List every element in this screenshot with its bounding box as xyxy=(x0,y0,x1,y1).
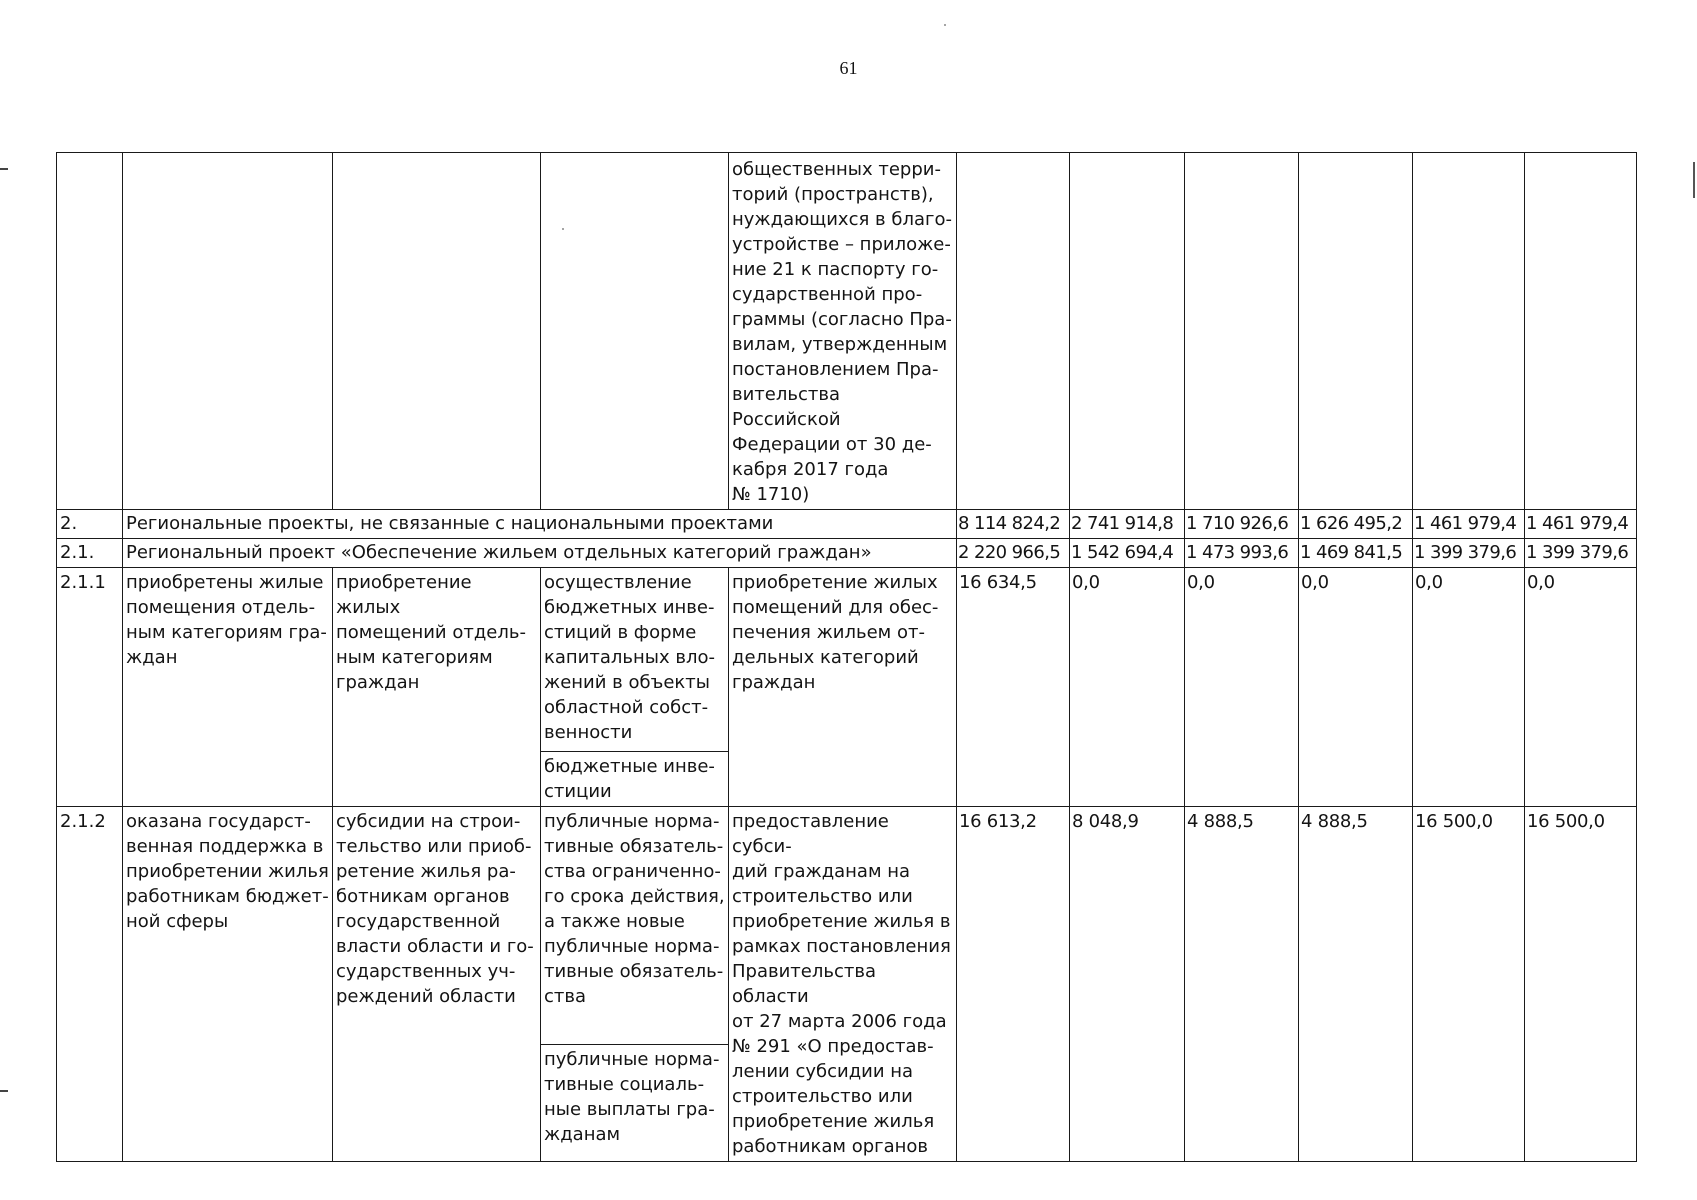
value-cell: 4 888,5 xyxy=(1299,807,1413,1162)
measure-text: приобретение жилых помещений отдель- ным категориям граждан xyxy=(336,572,526,693)
value-cell: 16 613,2 xyxy=(957,807,1070,1162)
row-code: 2.1.2 xyxy=(57,807,123,1162)
value-cell: 1 399 379,6 xyxy=(1525,539,1637,568)
value-cell: 1 469 841,5 xyxy=(1299,539,1413,568)
scan-mark-left-top xyxy=(0,168,8,170)
value-cell: 1 461 979,4 xyxy=(1525,510,1637,539)
table-row-section-2 xyxy=(57,510,1637,539)
value-cell: 4 888,5 xyxy=(1185,807,1299,1162)
value-cell: 8 114 824,2 xyxy=(957,510,1070,539)
value-cell: 1 473 993,6 xyxy=(1185,539,1299,568)
cell-description xyxy=(729,153,957,510)
cell-value xyxy=(1185,153,1299,510)
value-cell: 16 500,0 xyxy=(1413,807,1525,1162)
description-text: предоставление субси- дий гражданам на строительство или приобретение жилья в рамках постановления Правительства области от 27 марта 2006 года № 291 «О предостав- лении субсидии на строительство или приобретение жилья работникам органов xyxy=(732,811,951,1157)
cell-measure xyxy=(333,153,541,510)
table-row-section-2-1 xyxy=(57,539,1637,568)
value-cell: 16 500,0 xyxy=(1525,807,1637,1162)
value-cell: 1 542 694,4 xyxy=(1070,539,1185,568)
cell-code xyxy=(57,153,123,510)
row-code: 2. xyxy=(57,510,123,539)
value-cell: 1 626 495,2 xyxy=(1299,510,1413,539)
table-row-continuation xyxy=(57,153,1637,510)
cell-result xyxy=(123,568,333,807)
cell-type xyxy=(541,568,729,752)
value-cell: 0,0 xyxy=(1185,568,1299,807)
page-number: 61 xyxy=(839,58,858,78)
type-text: осуществление бюджетных инве- стиций в форме капитальных вло- жений в объекты областной собст- венности xyxy=(544,572,715,743)
value-cell: 1 461 979,4 xyxy=(1413,510,1525,539)
value-cell: 2 741 914,8 xyxy=(1070,510,1185,539)
description-text: приобретение жилых помещений для обес- печения жильем от- дельных категорий граждан xyxy=(732,572,939,693)
value-cell: 1 399 379,6 xyxy=(1413,539,1525,568)
type-text: публичные норма- тивные социаль- ные выплаты гра- жданам xyxy=(544,1048,720,1145)
cell-value xyxy=(957,153,1070,510)
cell-result xyxy=(123,153,333,510)
cell-type xyxy=(541,807,729,1045)
value-cell: 2 220 966,5 xyxy=(957,539,1070,568)
cell-value xyxy=(1070,153,1185,510)
row-title: Региональные проекты, не связанные с национальными проектами xyxy=(123,510,957,539)
cell-description xyxy=(729,807,957,1162)
value-cell: 16 634,5 xyxy=(957,568,1070,807)
cell-value xyxy=(1413,153,1525,510)
description-text: общественных терри- торий (пространств), нуждающихся в благо- устройстве – приложе- ние 21 к паспорту го- сударственной про- граммы (согласно Пра- вилам, утвержденным постановлением Пра- вительства Российской Федерации от 30 де- кабря 2017 года № 1710) xyxy=(732,159,952,505)
cell-measure xyxy=(333,568,541,807)
cell-description xyxy=(729,568,957,807)
value-cell: 0,0 xyxy=(1413,568,1525,807)
cell-measure xyxy=(333,807,541,1162)
row-title: Региональный проект «Обеспечение жильем отдельных категорий граждан» xyxy=(123,539,957,568)
scan-speck xyxy=(944,24,946,26)
cell-type xyxy=(541,1044,729,1161)
value-cell: 1 710 926,6 xyxy=(1185,510,1299,539)
cell-value xyxy=(1299,153,1413,510)
cell-result xyxy=(123,807,333,1162)
scan-mark-right xyxy=(1693,162,1695,198)
row-code: 2.1. xyxy=(57,539,123,568)
cell-type xyxy=(541,153,729,510)
scan-mark-left-bottom xyxy=(0,1090,8,1092)
value-cell: 8 048,9 xyxy=(1070,807,1185,1162)
value-cell: 0,0 xyxy=(1070,568,1185,807)
cell-type xyxy=(541,752,729,807)
row-code: 2.1.1 xyxy=(57,568,123,807)
measure-text: субсидии на строи- тельство или приоб- ретение жилья ра- ботникам органов государственной власти области и го- сударственных уч- реждений области xyxy=(336,811,534,1007)
cell-value xyxy=(1525,153,1637,510)
type-text: публичные норма- тивные обязатель- ства ограниченно- го срока действия, а также новые публичные норма- тивные обязатель- ства xyxy=(544,811,725,1007)
result-text: оказана государст- венная поддержка в приобретении жилья работникам бюджет- ной сферы xyxy=(126,811,329,932)
value-cell: 0,0 xyxy=(1525,568,1637,807)
value-cell: 0,0 xyxy=(1299,568,1413,807)
table-row-2-1-1 xyxy=(57,568,1637,752)
type-text: бюджетные инве- стиции xyxy=(544,756,715,802)
result-text: приобретены жилые помещения отдель- ным категориям гра- ждан xyxy=(126,572,327,668)
program-table xyxy=(56,152,1637,1162)
table-row-2-1-2 xyxy=(57,807,1637,1045)
